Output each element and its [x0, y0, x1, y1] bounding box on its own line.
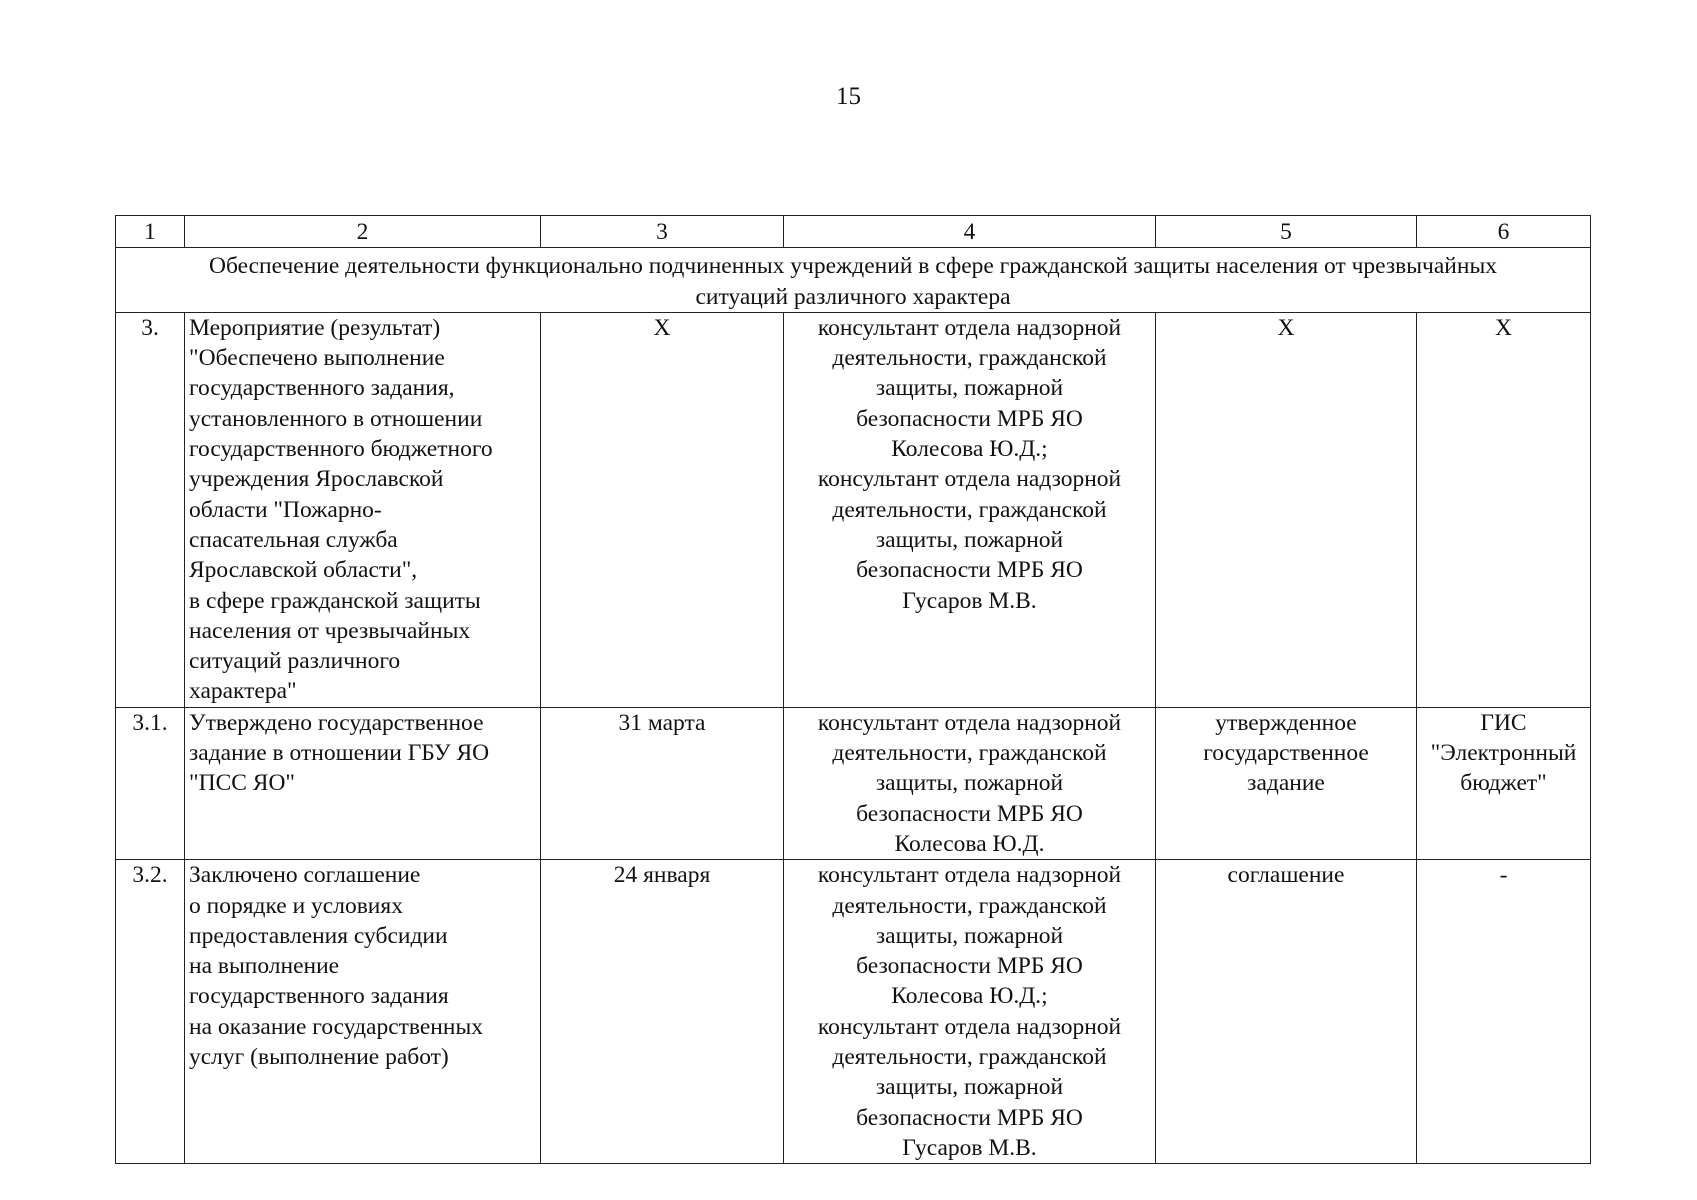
- row-number: 3.: [116, 312, 185, 707]
- row-name: Утверждено государственное задание в отношении ГБУ ЯО "ПСС ЯО": [185, 707, 541, 859]
- table-row: [116, 707, 1591, 859]
- row-document: соглашение: [1156, 860, 1417, 1164]
- column-number-row: [116, 216, 1591, 248]
- section-row: [116, 248, 1591, 313]
- column-number-6: 6: [1417, 216, 1591, 248]
- row-system: X: [1417, 312, 1591, 707]
- row-responsible: консультант отдела надзорной деятельности, гражданской защиты, пожарной безопасности МРБ ЯО Колесова Ю.Д.: [784, 707, 1156, 859]
- row-number: 3.2.: [116, 860, 185, 1164]
- table-row: [116, 860, 1591, 1164]
- row-responsible: консультант отдела надзорной деятельности, гражданской защиты, пожарной безопасности МРБ ЯО Колесова Ю.Д.; консультант отдела надзорной деятельности, гражданской защиты, пожарной безопасности МРБ ЯО Гусаров М.В.: [784, 860, 1156, 1164]
- page-number: 15: [836, 83, 861, 110]
- row-system: -: [1417, 860, 1591, 1164]
- row-responsible: консультант отдела надзорной деятельности, гражданской защиты, пожарной безопасности МРБ ЯО Колесова Ю.Д.; консультант отдела надзорной деятельности, гражданской защиты, пожарной безопасности МРБ ЯО Гусаров М.В.: [784, 312, 1156, 707]
- row-date: X: [541, 312, 784, 707]
- row-name: Мероприятие (результат) "Обеспечено выполнение государственного задания, установленного в отношении государственного бюджетного учреждения Ярославской области "Пожарно- спасательная служба Ярославской области", в сфере гражданской защиты населения от чрезвычайных ситуаций различного характера": [185, 312, 541, 707]
- column-number-1: 1: [116, 216, 185, 248]
- section-title: Обеспечение деятельности функционально подчиненных учреждений в сфере гражданской защиты населения от чрезвычайных ситуаций различного характера: [116, 248, 1591, 313]
- row-date: 24 января: [541, 860, 784, 1164]
- column-number-2: 2: [185, 216, 541, 248]
- row-date: 31 марта: [541, 707, 784, 859]
- column-number-4: 4: [784, 216, 1156, 248]
- row-name: Заключено соглашение о порядке и условиях предоставления субсидии на выполнение государственного задания на оказание государственных услуг (выполнение работ): [185, 860, 541, 1164]
- row-document: X: [1156, 312, 1417, 707]
- row-number: 3.1.: [116, 707, 185, 859]
- column-number-5: 5: [1156, 216, 1417, 248]
- row-system: ГИС "Электронный бюджет": [1417, 707, 1591, 859]
- table-row: [116, 312, 1591, 707]
- column-number-3: 3: [541, 216, 784, 248]
- row-document: утвержденное государственное задание: [1156, 707, 1417, 859]
- plan-table: [115, 215, 1591, 1164]
